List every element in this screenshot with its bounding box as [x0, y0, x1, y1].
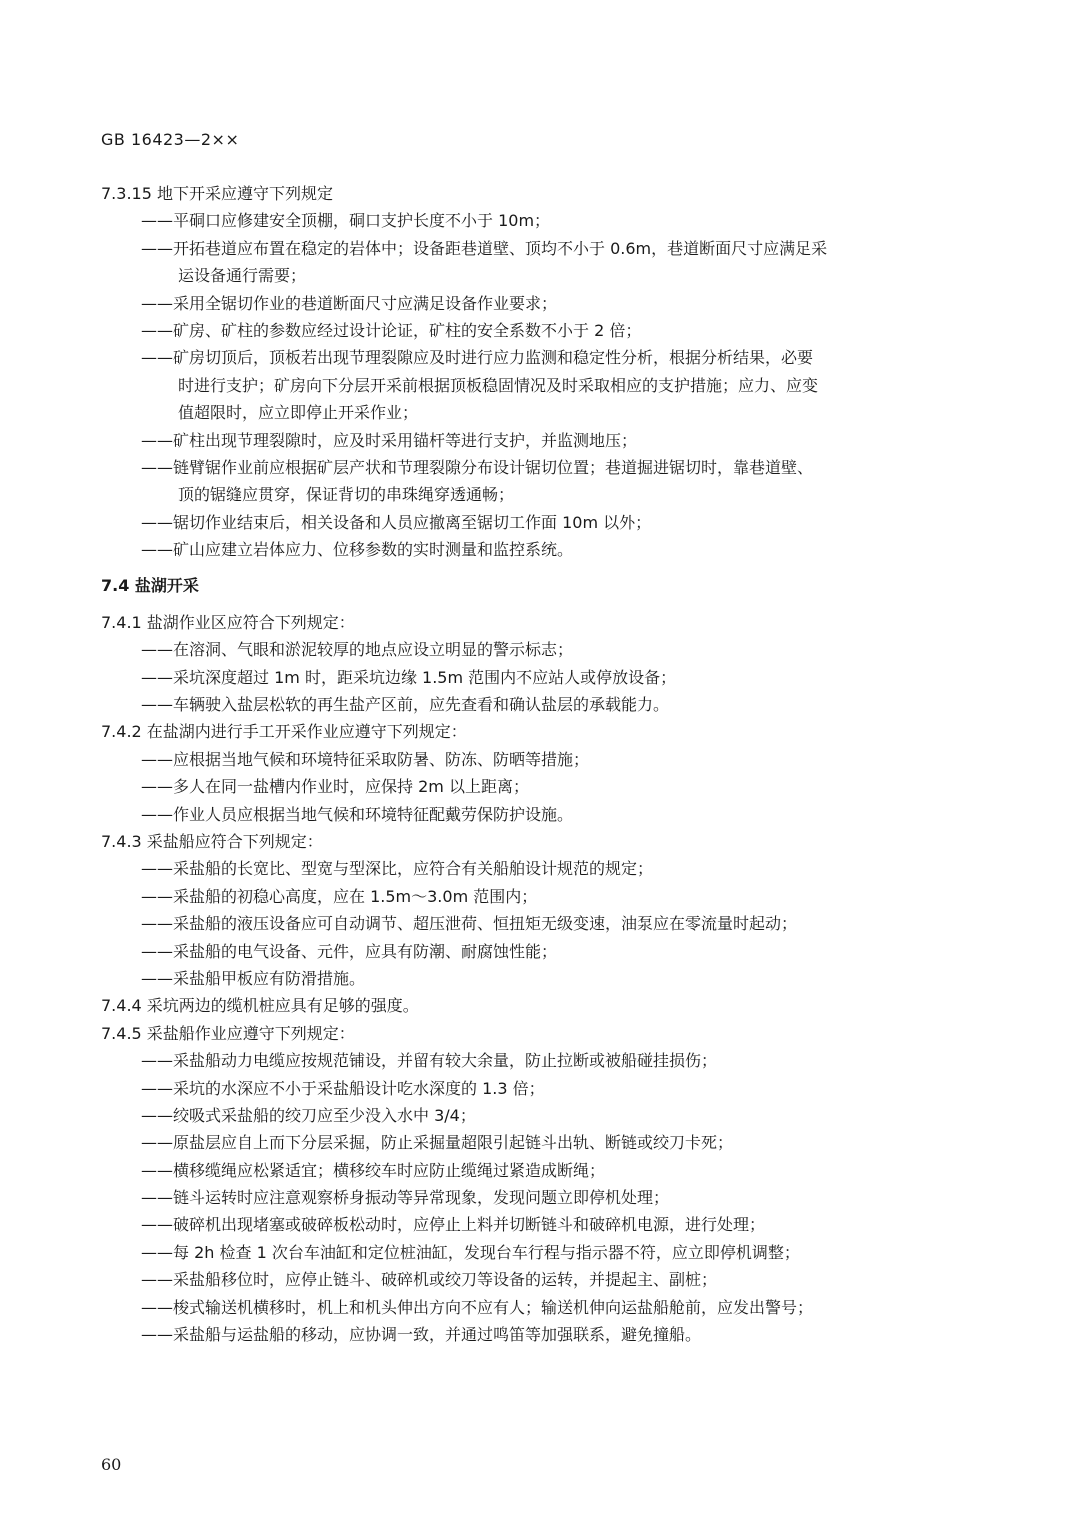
page-number: 60 — [101, 1455, 122, 1474]
list-item: ——绞吸式采盐船的绞刀应至少没入水中 3/4； — [141, 1105, 476, 1125]
list-item: ——采盐船甲板应有防滑措施。 — [141, 968, 366, 988]
list-item: ——采盐船的电气设备、元件，应具有防潮、耐腐蚀性能； — [141, 941, 558, 961]
list-item: ——破碎机出现堵塞或破碎板松动时，应停止上料并切断链斗和破碎机电源，进行处理； — [141, 1215, 766, 1235]
list-item: ——采盐船的液压设备应可自动调节、超压泄荷、恒扭矩无级变速，油泵应在零流量时起动； — [141, 914, 798, 934]
clause-line: 7.4.4 采坑两边的缆机桩应具有足够的强度。 — [101, 996, 419, 1016]
list-item: ——车辆驶入盐层松软的再生盐产区前，应先查看和确认盐层的承载能力。 — [141, 695, 670, 715]
list-item-continuation: 值超限时，应立即停止开采作业； — [178, 403, 419, 423]
list-item: ——采盐船的初稳心高度，应在 1.5m～3.0m 范围内； — [141, 886, 538, 906]
list-item: ——每 2h 检查 1 次台车油缸和定位桩油缸，发现台车行程与指示器不符，应立即停机调整； — [141, 1242, 800, 1262]
list-item: ——锯切作业结束后，相关设备和人员应撤离至锯切工作面 10m 以外； — [141, 512, 652, 532]
list-item: ——采盐船的长宽比、型宽与型深比，应符合有关船舶设计规范的规定； — [141, 859, 654, 879]
list-item: ——作业人员应根据当地气候和环境特征配戴劳保防护设施。 — [141, 804, 574, 824]
list-item: ——采坑深度超过 1m 时，距采坑边缘 1.5m 范围内不应站人或停放设备； — [141, 667, 677, 687]
list-item: ——在溶洞、气眼和淤泥较厚的地点应设立明显的警示标志； — [141, 640, 574, 660]
list-item: ——梭式输送机横移时，机上和机头伸出方向不应有人；输送机伸向运盐船舱前，应发出警号； — [141, 1297, 814, 1317]
standard-id: GB 16423—2×× — [101, 130, 240, 149]
clause-line: 7.4.1 盐湖作业区应符合下列规定： — [101, 612, 355, 632]
list-item-continuation: 顶的锯缝应贯穿，保证背切的串珠绳穿透通畅； — [178, 485, 515, 505]
clause-line: 7.3.15 地下开采应遵守下列规定 — [101, 184, 333, 203]
list-item: ——开拓巷道应布置在稳定的岩体中；设备距巷道壁、顶均不小于 0.6m，巷道断面尺寸应满足采 — [141, 238, 828, 258]
list-item: ——采盐船移位时，应停止链斗、破碎机或绞刀等设备的运转，并提起主、副桩； — [141, 1270, 718, 1290]
list-item: ——矿山应建立岩体应力、位移参数的实时测量和监控系统。 — [141, 540, 574, 560]
list-item: ——原盐层应自上而下分层采掘，防止采掘量超限引起链斗出轨、断链或绞刀卡死； — [141, 1133, 734, 1153]
clause-line: 7.4.3 采盐船应符合下列规定： — [101, 831, 323, 851]
list-item: ——矿房、矿柱的参数应经过设计论证，矿柱的安全系数不小于 2 倍； — [141, 320, 642, 340]
list-item: ——横移缆绳应松紧适宜；横移绞车时应防止缆绳过紧造成断绳； — [141, 1160, 606, 1180]
list-item: ——多人在同一盐槽内作业时，应保持 2m 以上距离； — [141, 777, 529, 797]
list-item: ——链臂锯作业前应根据矿层产状和节理裂隙分布设计锯切位置；巷道掘进锯切时，靠巷道壁、 — [141, 457, 814, 477]
document-body — [0, 180, 1074, 1348]
section-heading: 7.4 盐湖开采 — [101, 576, 199, 596]
list-item-continuation: 时进行支护；矿房向下分层开采前根据顶板稳固情况及时采取相应的支护措施；应力、应变 — [178, 375, 819, 395]
list-item: ——应根据当地气候和环境特征采取防暑、防冻、防晒等措施； — [141, 749, 590, 769]
clause-line: 7.4.2 在盐湖内进行手工开采作业应遵守下列规定： — [101, 722, 467, 742]
list-item-continuation: 运设备通行需要； — [178, 266, 307, 286]
list-item: ——矿柱出现节理裂隙时，应及时采用锚杆等进行支护，并监测地压； — [141, 430, 638, 450]
list-item: ——矿房切顶后，顶板若出现节理裂隙应及时进行应力监测和稳定性分析，根据分析结果，必要 — [141, 348, 814, 368]
list-item: ——链斗运转时应注意观察桥身振动等异常现象，发现问题立即停机处理； — [141, 1188, 670, 1208]
list-item: ——采盐船动力电缆应按规范铺设，并留有较大余量，防止拉断或被船碰挂损伤； — [141, 1051, 718, 1071]
list-item: ——采盐船与运盐船的移动，应协调一致，并通过鸣笛等加强联系，避免撞船。 — [141, 1325, 702, 1345]
list-item: ——采坑的水深应不小于采盐船设计吃水深度的 1.3 倍； — [141, 1078, 545, 1098]
list-item: ——采用全锯切作业的巷道断面尺寸应满足设备作业要求； — [141, 293, 558, 313]
clause-line: 7.4.5 采盐船作业应遵守下列规定： — [101, 1023, 355, 1043]
list-item: ——平硐口应修建安全顶棚，硐口支护长度不小于 10m； — [141, 211, 551, 231]
